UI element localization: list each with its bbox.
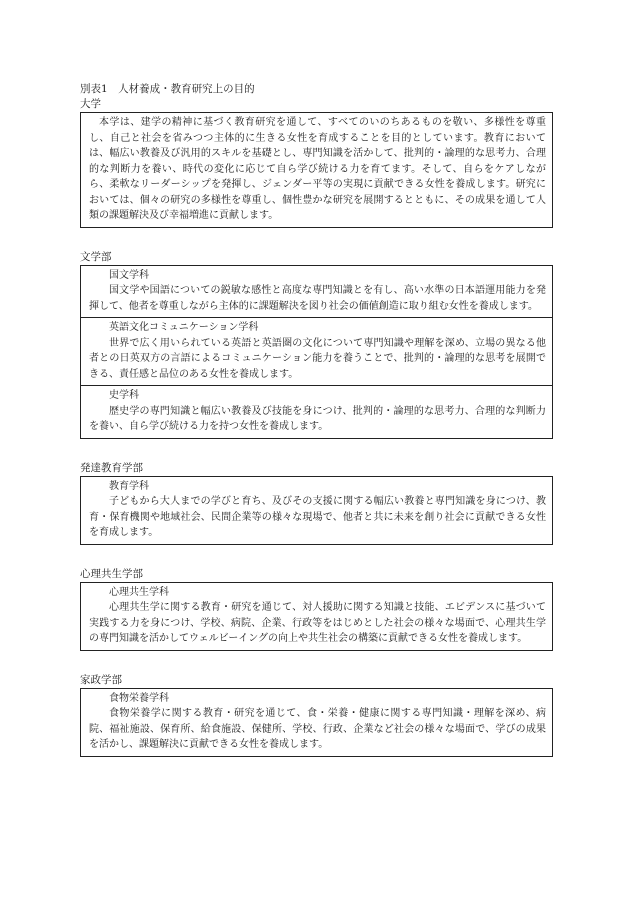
department-text: 子どもから大人までの学びと育ち、及びその支援に関する幅広い教養と専門知識を身につけ、教育・保育機関や地域社会、民間企業等の様々な現場で、他者と共に未来を創り社会に貢献できる女性を育成します。 — [89, 496, 546, 538]
section-heading-letters: 文学部 — [80, 250, 112, 263]
department-box-psychology — [80, 582, 553, 651]
department-box-history — [80, 386, 553, 439]
letters-departments — [80, 265, 553, 439]
section-heading-university: 大学 — [80, 98, 101, 110]
department-box-japanese — [80, 265, 553, 319]
department-name: 教育学科 — [109, 480, 149, 492]
department-box-education — [80, 476, 553, 545]
department-text: 国文学や国語についての鋭敏な感性と高度な専門知識とを有し、高い水準の日本語運用能力を発揮して、他者を尊重しながら主体的に課題解決を図り社会の価値創造に取り組む女性を養成します。 — [89, 285, 546, 312]
department-box-english — [80, 318, 553, 386]
department-text: 食物栄養学に関する教育・研究を通じて、食・栄養・健康に関する専門知識・理解を深め、病院、福祉施設、保育所、給食施設、保健所、学校、行政、企業など社会の様々な場面で、学びの成果を活かし、課題解決に貢献できる女性を養成します。 — [89, 708, 546, 750]
department-name: 食物栄養学科 — [109, 692, 169, 704]
department-text: 心理共生学に関する教育・研究を通じて、対人援助に関する知識と技能、エビデンスに基づいて実践する力を身につけ、学校、病院、企業、行政等をはじめとした社会の様々な場面で、心理共生学の専門知識を活かしてウェルビーイングの向上や共生社会の構築に貢献できる女性を養成します。 — [89, 602, 546, 644]
document-title: 別表1 人材養成・教育研究上の目的 — [80, 83, 255, 95]
document-page — [80, 82, 553, 757]
department-text: 歴史学の専門知識と幅広い教養及び技能を身につけ、批判的・論理的な思考力、合理的な判断力を養い、自ら学び続ける力を持つ女性を養成します。 — [89, 405, 546, 432]
department-name: 国文学科 — [109, 269, 149, 281]
department-text: 世界で広く用いられている英語と英語圏の文化について専門知識や理解を深め、立場の異なる他者との日英双方の言語によるコミュニケーション能力を養うことで、批判的・論理的な思考を展開できる、責任感と品位のある女性を養成します。 — [89, 337, 546, 380]
department-name: 心理共生学科 — [109, 586, 169, 598]
university-purpose-box — [80, 112, 553, 228]
department-name: 英語文化コミュニケーション学科 — [109, 322, 259, 333]
department-name: 史学科 — [109, 390, 139, 401]
section-heading-education: 発達教育学部 — [80, 461, 143, 474]
section-heading-home-economics: 家政学部 — [80, 673, 122, 686]
section-heading-psychology: 心理共生学部 — [80, 567, 143, 580]
university-purpose-text: 本学は、建学の精神に基づく教育研究を通して、すべてのいのちあるものを敬い、多様性を尊重し、自己と社会を省みつつ主体的に生きる女性を育成することを目的としています。教育においては、幅広い教養及び汎用的スキルを基礎とし、専門知識を活かして、批判的・論理的な思考力、合理的な判断力を養い、時代の変化に応じて自ら学び続ける力を育てます。そして、自らをケアしながら、柔軟なリーダーシップを発揮し、ジェンダー平等の実現に貢献できる女性を養成します。研究においては、個々の研究の多様性を尊重し、個性豊かな研究を展開するとともに、その成果を通して人類の課題解決及び幸福増進に貢献します。 — [89, 117, 546, 221]
department-box-nutrition — [80, 688, 553, 757]
